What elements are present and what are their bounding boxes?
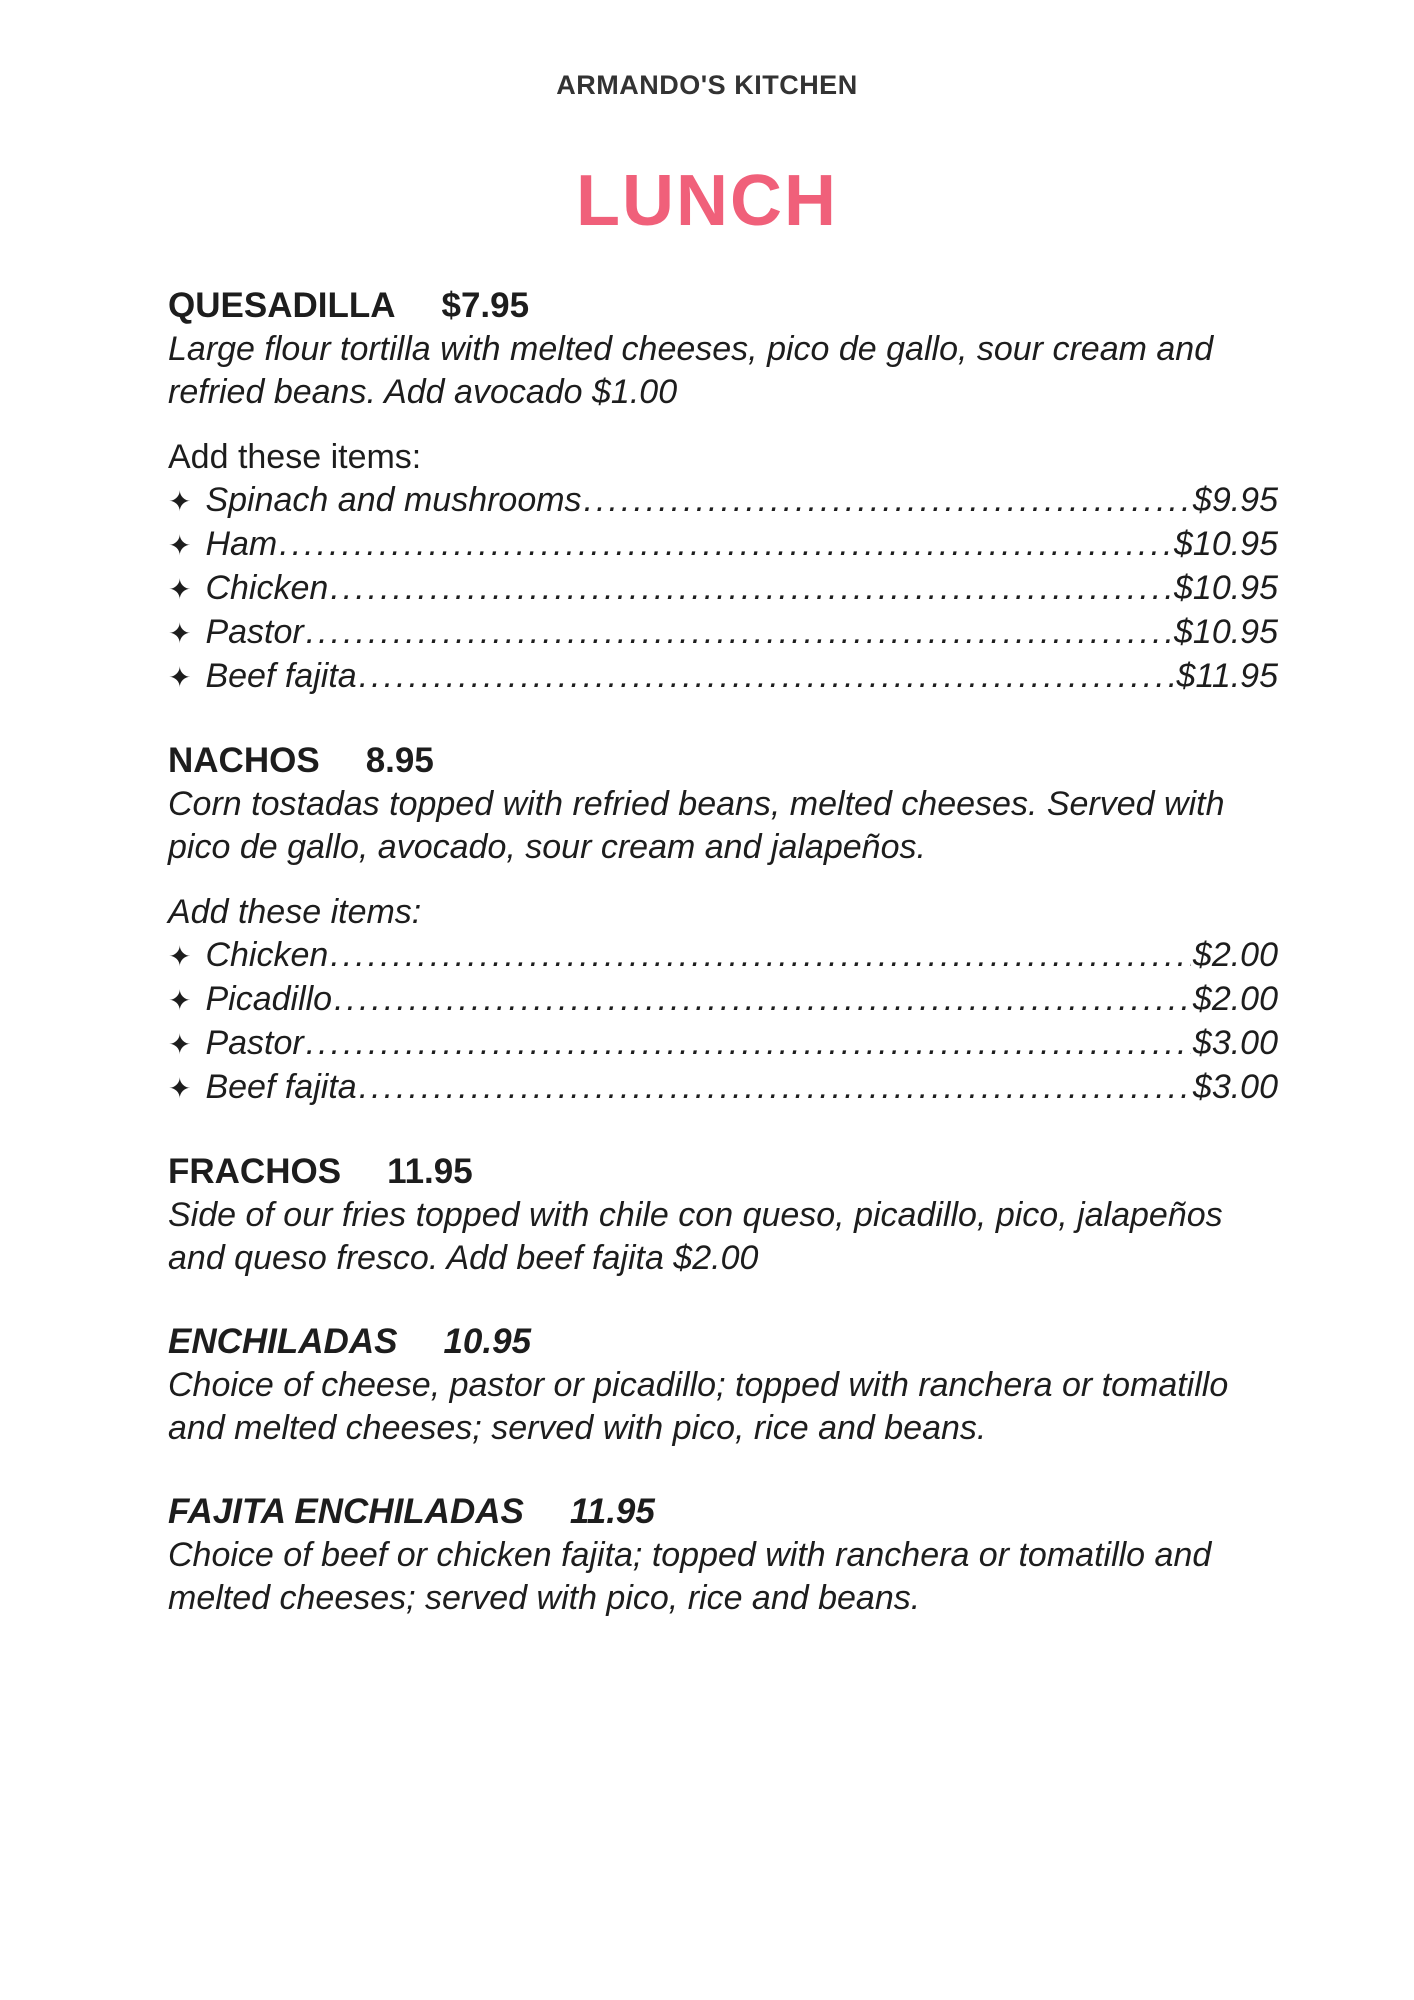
dot-leader	[306, 611, 1172, 654]
star-bullet-icon: ✦	[168, 574, 192, 605]
enchiladas-section	[168, 1320, 1278, 1450]
star-bullet-icon: ✦	[168, 486, 192, 517]
addon-price: $10.95	[1174, 569, 1278, 607]
nachos-section	[168, 739, 1278, 1110]
dot-leader	[306, 1022, 1191, 1065]
addon-price: $3.00	[1192, 1068, 1278, 1106]
dot-leader	[330, 567, 1172, 610]
fajita-enchiladas-price: 11.95	[569, 1492, 655, 1531]
dot-leader	[279, 523, 1172, 566]
addon-item	[168, 567, 1278, 611]
addon-label: Ham	[205, 525, 278, 563]
quesadilla-heading	[168, 284, 1278, 328]
addon-item	[168, 978, 1278, 1022]
addon-item	[168, 934, 1278, 978]
section-spacer	[168, 1450, 1278, 1490]
addon-price: $2.00	[1192, 936, 1278, 974]
dot-leader	[359, 655, 1175, 698]
star-bullet-icon: ✦	[168, 618, 192, 649]
dot-leader	[330, 934, 1191, 977]
enchiladas-heading	[168, 1320, 1278, 1364]
quesadilla-price: $7.95	[441, 286, 530, 325]
nachos-heading	[168, 739, 1278, 783]
addon-item	[168, 1066, 1278, 1110]
addon-label: Beef fajita	[205, 657, 357, 695]
nachos-addons	[168, 934, 1278, 1110]
addon-label: Pastor	[205, 1024, 304, 1062]
addon-price: $3.00	[1192, 1024, 1278, 1062]
quesadilla-section	[168, 284, 1278, 699]
star-bullet-icon: ✦	[168, 1073, 192, 1104]
section-spacer	[168, 1280, 1278, 1320]
frachos-name: FRACHOS	[168, 1152, 342, 1191]
addon-label: Spinach and mushrooms	[205, 481, 582, 519]
addon-item	[168, 655, 1278, 699]
nachos-add-label: Add these items:	[168, 893, 422, 931]
addon-item	[168, 479, 1278, 523]
frachos-price: 11.95	[387, 1152, 473, 1191]
star-bullet-icon: ✦	[168, 1029, 192, 1060]
addon-item	[168, 611, 1278, 655]
star-bullet-icon: ✦	[168, 662, 192, 693]
fajita-enchiladas-heading	[168, 1490, 1278, 1534]
quesadilla-description: Large flour tortilla with melted cheeses, pico de gallo, sour cream and refried beans. Add avocado $1.00	[168, 330, 1214, 411]
menu-content	[168, 284, 1278, 1620]
addon-item	[168, 523, 1278, 567]
nachos-price: 8.95	[365, 741, 434, 780]
enchiladas-price: 10.95	[443, 1322, 532, 1361]
nachos-name: NACHOS	[168, 741, 320, 780]
addon-price: $2.00	[1192, 980, 1278, 1018]
addon-item	[168, 1022, 1278, 1066]
nachos-description: Corn tostadas topped with refried beans, melted cheeses. Served with pico de gallo, avocado, sour cream and jalapeños.	[168, 785, 1225, 866]
section-spacer	[168, 1110, 1278, 1150]
enchiladas-name: ENCHILADAS	[168, 1322, 398, 1361]
star-bullet-icon: ✦	[168, 985, 192, 1016]
section-spacer	[168, 699, 1278, 739]
addon-label: Chicken	[205, 936, 329, 974]
addon-price: $9.95	[1192, 481, 1278, 519]
addon-label: Beef fajita	[205, 1068, 357, 1106]
star-bullet-icon: ✦	[168, 530, 192, 561]
menu-title: LUNCH	[576, 161, 838, 241]
frachos-section	[168, 1150, 1278, 1280]
frachos-description: Side of our fries topped with chile con queso, picadillo, pico, jalapeños and queso fresco. Add beef fajita $2.00	[168, 1196, 1223, 1277]
dot-leader	[359, 1066, 1191, 1109]
restaurant-name: ARMANDO'S KITCHEN	[556, 70, 858, 100]
fajita-enchiladas-section	[168, 1490, 1278, 1620]
addon-price: $10.95	[1174, 525, 1278, 563]
addon-label: Picadillo	[205, 980, 333, 1018]
star-bullet-icon: ✦	[168, 941, 192, 972]
quesadilla-add-label: Add these items:	[168, 438, 422, 476]
addon-price: $11.95	[1176, 657, 1278, 695]
quesadilla-addons	[168, 479, 1278, 699]
frachos-heading	[168, 1150, 1278, 1194]
quesadilla-name: QUESADILLA	[168, 286, 396, 325]
fajita-enchiladas-description: Choice of beef or chicken fajita; topped with ranchera or tomatillo and melted cheeses; served with pico, rice and beans.	[168, 1536, 1212, 1617]
dot-leader	[334, 978, 1191, 1021]
fajita-enchiladas-name: FAJITA ENCHILADAS	[168, 1492, 524, 1531]
dot-leader	[584, 479, 1191, 522]
enchiladas-description: Choice of cheese, pastor or picadillo; topped with ranchera or tomatillo and melted cheeses; served with pico, rice and beans.	[168, 1366, 1229, 1447]
addon-label: Chicken	[205, 569, 329, 607]
addon-label: Pastor	[205, 613, 304, 651]
addon-price: $10.95	[1174, 613, 1278, 651]
